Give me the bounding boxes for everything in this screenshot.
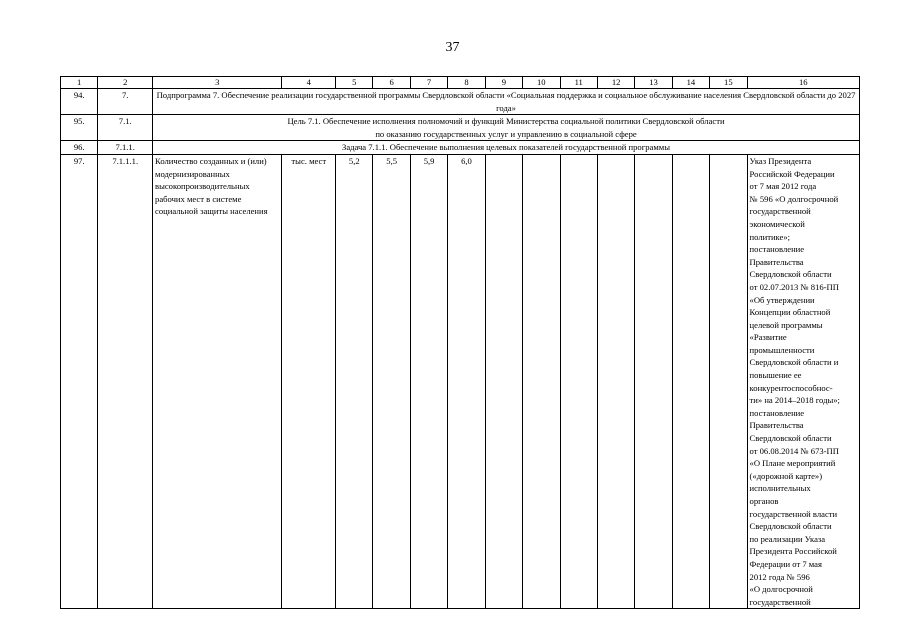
source-line: Свердловской области xyxy=(749,433,832,444)
row-97 xyxy=(61,154,860,608)
row-94 xyxy=(61,89,860,115)
source-line: «О Плане мероприятий xyxy=(749,458,836,469)
source-line: Правительства xyxy=(749,256,804,267)
empty-cell xyxy=(672,154,709,608)
header-cell: 4 xyxy=(282,77,336,89)
source-line: Президента Российской xyxy=(749,546,837,557)
row-number: 95. xyxy=(61,115,98,141)
empty-cell xyxy=(710,154,747,608)
source-line: № 596 «О долгосрочной xyxy=(749,193,839,204)
header-cell: 1 xyxy=(61,77,98,89)
source-line: по реализации Указа xyxy=(749,533,826,544)
source-line: Свердловской области и xyxy=(749,357,839,368)
source-line: от 7 мая 2012 года xyxy=(749,181,817,192)
indicator-value: 6,0 xyxy=(448,154,485,608)
header-cell: 7 xyxy=(410,77,447,89)
source-line: промышленности xyxy=(749,344,815,355)
row-number: 97. xyxy=(61,154,98,608)
source-line: постановление xyxy=(749,407,805,418)
source-line: целевой программы xyxy=(749,319,823,330)
empty-cell xyxy=(635,154,672,608)
header-cell: 5 xyxy=(336,77,373,89)
indicator-value: 5,9 xyxy=(410,154,447,608)
source-line: Федерации от 7 мая xyxy=(749,558,822,569)
source-line: постановление xyxy=(749,244,805,255)
source-line: «Об утверждении xyxy=(749,294,815,305)
task-title: Задача 7.1.1. Обеспечение выполнения целевых показателей государственной программы xyxy=(153,141,860,155)
header-cell: 11 xyxy=(560,77,597,89)
header-cell: 15 xyxy=(710,77,747,89)
source-line: («дорожной карте») xyxy=(749,470,823,481)
header-cell: 10 xyxy=(523,77,560,89)
indicator-table xyxy=(60,76,860,609)
unit-of-measure: тыс. мест xyxy=(282,154,336,608)
row-96 xyxy=(61,141,860,155)
header-cell: 8 xyxy=(448,77,485,89)
source-line: ти» на 2014–2018 годы»; xyxy=(749,395,840,406)
row-code: 7.1.1. xyxy=(98,141,153,155)
header-cell: 6 xyxy=(373,77,410,89)
source-document-cell xyxy=(747,154,859,608)
source-line: 2012 года № 596 xyxy=(749,571,810,582)
source-line: «О долгосрочной xyxy=(749,584,813,595)
source-line: государственной власти xyxy=(749,508,838,519)
source-line: конкурентоспособнос- xyxy=(749,382,833,393)
row-number: 96. xyxy=(61,141,98,155)
indicator-value: 5,2 xyxy=(336,154,373,608)
source-line: политике»; xyxy=(749,231,791,242)
page-number: 37 xyxy=(445,40,460,55)
goal-title-line: по оказанию государственных услуг и управлению в социальной сфере xyxy=(375,128,637,139)
row-number: 94. xyxy=(61,89,98,115)
row-95 xyxy=(61,115,860,141)
row-code: 7.1. xyxy=(98,115,153,141)
empty-cell xyxy=(560,154,597,608)
source-line: Концепции областной xyxy=(749,307,831,318)
row-code: 7.1.1.1. xyxy=(98,154,153,608)
column-number-row xyxy=(61,77,860,89)
source-line: от 06.08.2014 № 673-ПП xyxy=(749,445,839,456)
header-cell: 9 xyxy=(485,77,522,89)
header-cell: 14 xyxy=(672,77,709,89)
header-cell: 3 xyxy=(153,77,282,89)
indicator-name: Количество созданных и (или) модернизированных высокопроизводительных рабочих мест в системе социальной защиты населения xyxy=(153,154,282,608)
source-line: Правительства xyxy=(749,420,804,431)
source-line: государственной xyxy=(749,596,811,607)
row-code: 7. xyxy=(98,89,153,115)
goal-title-line: Цель 7.1. Обеспечение исполнения полномочий и функций Министерства социальной политики Свердловской области xyxy=(287,116,725,127)
header-cell: 12 xyxy=(597,77,634,89)
indicator-value: 5,5 xyxy=(373,154,410,608)
goal-title xyxy=(153,115,860,141)
source-line: «Развитие xyxy=(749,332,787,343)
source-line: органов xyxy=(749,496,779,506)
source-line: Свердловской области xyxy=(749,269,832,280)
empty-cell xyxy=(597,154,634,608)
source-line: от 02.07.2013 № 816-ПП xyxy=(749,281,839,292)
header-cell: 2 xyxy=(98,77,153,89)
source-line: государственной xyxy=(749,206,811,217)
source-line: Указ Президента xyxy=(749,155,812,166)
source-line: повышение ее xyxy=(749,370,802,381)
source-line: Свердловской области xyxy=(749,521,832,532)
source-line: Российской Федерации xyxy=(749,168,835,179)
empty-cell xyxy=(523,154,560,608)
header-cell: 16 xyxy=(747,77,859,89)
subprogram-title: Подпрограмма 7. Обеспечение реализации государственной программы Свердловской области «Социальная поддержка и социальное обслуживание населения Свердловской области до 2027 года» xyxy=(153,89,860,115)
source-line: экономической xyxy=(749,218,805,229)
source-line: исполнительных xyxy=(749,483,811,494)
empty-cell xyxy=(485,154,522,608)
header-cell: 13 xyxy=(635,77,672,89)
